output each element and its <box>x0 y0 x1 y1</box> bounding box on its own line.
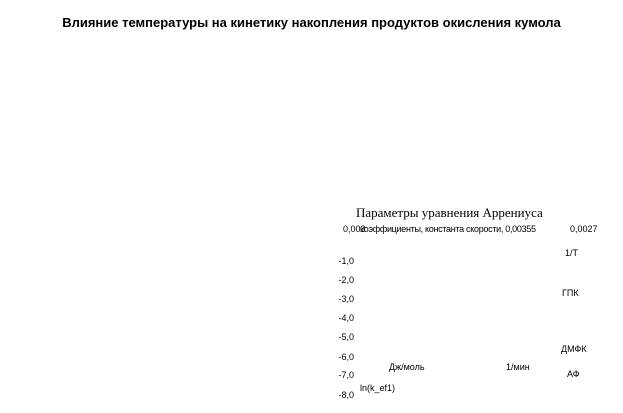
x-overlap-label: коэффициенты, константа скорости, 0,00355 <box>360 224 536 234</box>
legend-entry: ДМФК <box>561 344 587 354</box>
y-tick-label: -6,0 <box>338 352 354 362</box>
chart-title: Параметры уравнения Аррениуса <box>356 205 543 220</box>
y-tick-label: -2,0 <box>338 275 354 285</box>
x-tick-label: 0,0027 <box>570 224 598 234</box>
y-tick-label: -1,0 <box>338 256 354 266</box>
y-tick-label: -7,0 <box>338 370 354 380</box>
x-tick-label: 0,003 <box>343 224 366 234</box>
unit-label: 1/мин <box>506 362 530 372</box>
y-tick-label: -8,0 <box>338 390 354 400</box>
legend-entry: ГПК <box>562 288 579 298</box>
y-tick-label: -3,0 <box>338 294 354 304</box>
page-title: Влияние температуры на кинетику накопления продуктов окисления кумола <box>62 15 561 30</box>
y-tick-label: -4,0 <box>338 313 354 323</box>
x-axis-label: 1/T <box>565 248 579 258</box>
legend-entry: АФ <box>567 369 580 379</box>
y-axis-label: ln(k_ef1) <box>360 383 396 393</box>
y-tick-label: -5,0 <box>338 332 354 342</box>
unit-label: Дж/моль <box>389 362 425 372</box>
